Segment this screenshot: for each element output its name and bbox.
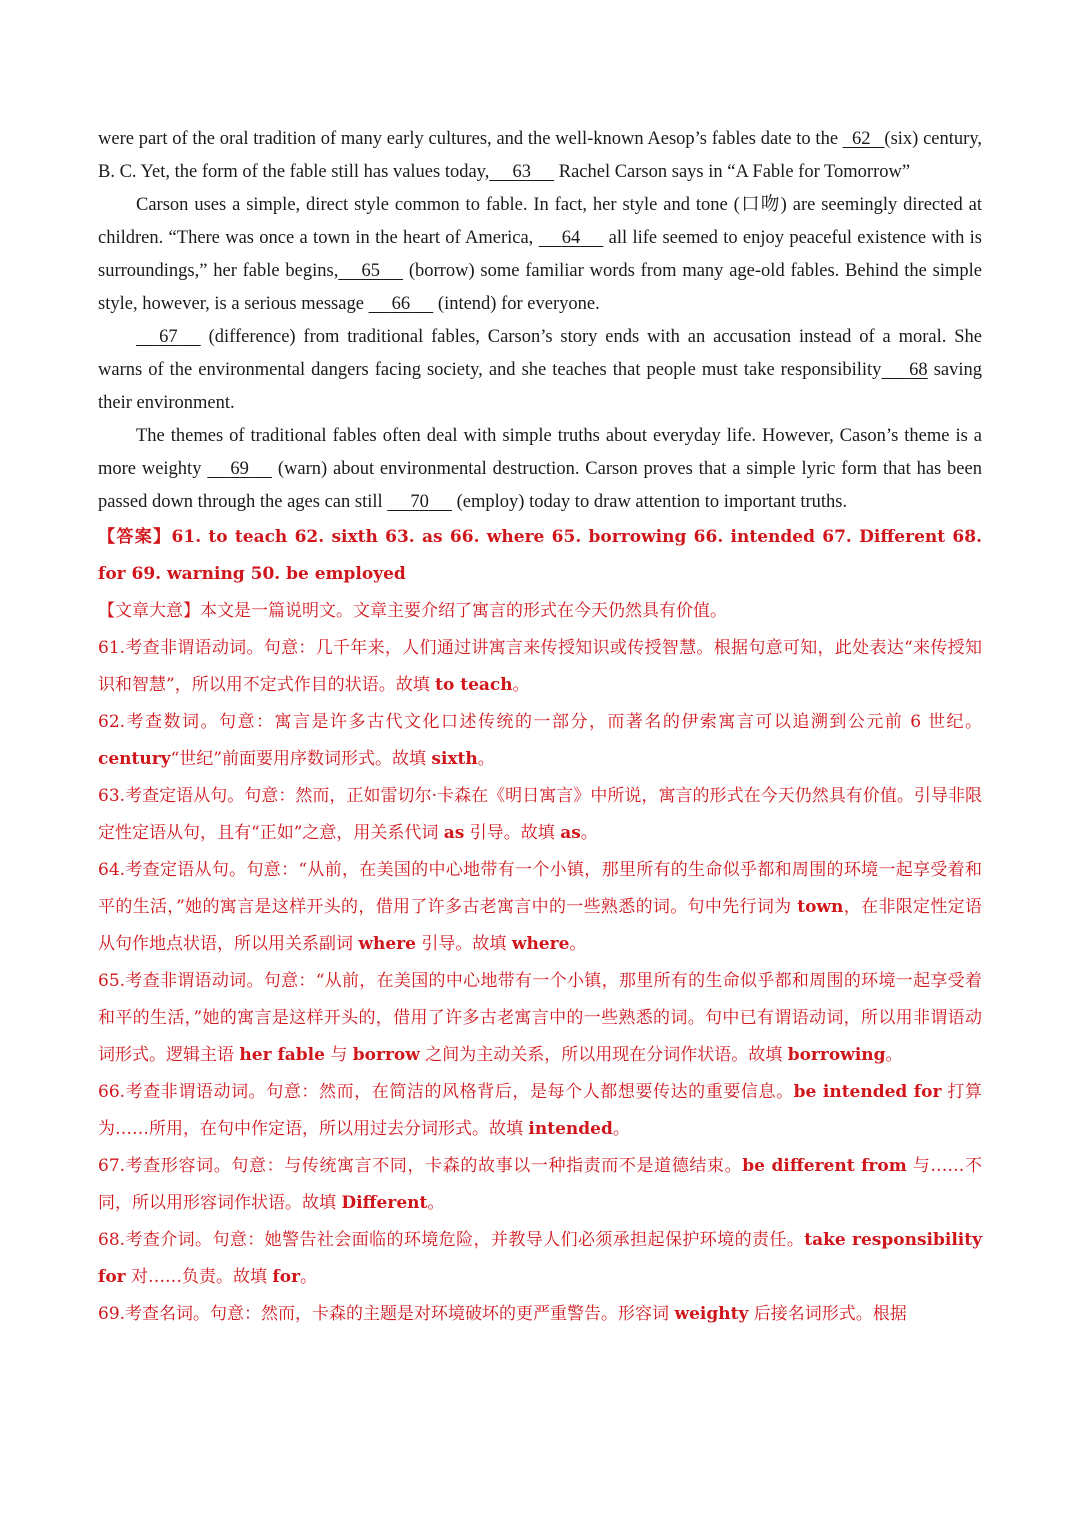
passage-text: (warn) about environmental destruction. Carson proves that a simple lyric form that has been passed down through the ages can still xyxy=(98,459,982,512)
explanation-66: 66.考查非谓语动词。句意：然而，在简洁的风格背后，是每个人都想要传达的重要信息。be intended for 打算为……所用，在句中作定语，所以用过去分词形式。故填 intended。 xyxy=(98,1082,982,1139)
passage-paragraph-3 xyxy=(98,321,982,420)
answer-key-text: 61. to teach 62. sixth 63. as 66. where 65. borrowing 66. intended 67. Different 68. for 69. warning 50. be employed xyxy=(98,527,982,584)
answer-key-label: 【答案】 xyxy=(98,527,172,547)
explanation-67: 67.考查形容词。句意：与传统寓言不同，卡森的故事以一种指责而不是道德结束。be different from 与……不同，所以用形容词作状语。故填 Different。 xyxy=(98,1156,982,1213)
passage-text: saving their environment. xyxy=(98,360,983,413)
explanation-62: 62.考查数词。句意：寓言是许多古代文化口述传统的一部分，而著名的伊索寓言可以追溯到公元前 6 世纪。century“世纪”前面要用序数词形式。故填 sixth。 xyxy=(98,712,982,769)
passage-paragraph-1 xyxy=(98,123,982,189)
passage-text: Rachel Carson says in “A Fable for Tomorrow” xyxy=(554,162,911,182)
explanation-69: 69.考查名词。句意：然而，卡森的主题是对环境破坏的更严重警告。形容词 weighty 后接名词形式。根据 xyxy=(98,1304,907,1324)
blank-70: 70 xyxy=(410,492,429,512)
passage-paragraph-2 xyxy=(98,189,982,321)
summary-text: 本文是一篇说明文。文章主要介绍了寓言的形式在今天仍然具有价值。 xyxy=(200,601,727,621)
blank-67: 67 xyxy=(159,327,178,347)
passage-text: were part of the oral tradition of many early cultures, and the well-known Aesop’s fables date to the xyxy=(98,129,843,149)
explanation-65: 65.考查非谓语动词。句意：“从前，在美国的中心地带有一个小镇，那里所有的生命似乎都和周围的环境一起享受着和平的生活，”她的寓言是这样开头的，借用了许多古老寓言中的一些熟悉的词。句中已有谓语动词，所以用非谓语动词形式。逻辑主语 her fable 与 borrow 之间为主动关系，所以用现在分词作状语。故填 borrowing。 xyxy=(98,971,982,1065)
passage-text: all life seemed to enjoy peaceful existence with is surroundings,” her fable begins, xyxy=(98,228,982,281)
explanation-68: 68.考查介词。句意：她警告社会面临的环境危险，并教导人们必须承担起保护环境的责任。take responsibility for 对……负责。故填 for。 xyxy=(98,1230,982,1287)
blank-63: 63 xyxy=(512,162,531,182)
passage-text: (borrow) some familiar words from many age-old fables. Behind the simple style, however, is a serious message xyxy=(98,261,983,314)
blank-65: 65 xyxy=(361,261,380,281)
summary xyxy=(98,593,982,630)
explanation-63: 63.考查定语从句。句意：然而，正如雷切尔·卡森在《明日寓言》中所说，寓言的形式在今天仍然具有价值。引导非限定性定语从句，且有“正如”之意，用关系代词 as 引导。故填 as。 xyxy=(98,786,982,843)
passage-text: (intend) for everyone. xyxy=(433,294,600,314)
blank-64: 64 xyxy=(561,228,581,248)
blank-62: 62 xyxy=(852,129,871,149)
passage-text: (six) century, B. C. Yet, the form of the fable still has values today, xyxy=(98,129,982,182)
passage-paragraph-4 xyxy=(98,420,982,519)
explanation-64: 64.考查定语从句。句意：“从前，在美国的中心地带有一个小镇，那里所有的生命似乎都和周围的环境一起享受着和平的生活，”她的寓言是这样开头的，借用了许多古老寓言中的一些熟悉的词。句中先行词为 town，在非限定性定语从句作地点状语，所以用关系副词 where 引导。故填 where。 xyxy=(98,860,983,954)
passage-text: Carson uses a simple, direct style common to fable. In fact, her style and tone (口吻) are seemingly directed at children. “There was once a town in the heart of America, xyxy=(98,195,982,248)
passage-text: (difference) from traditional fables, Carson’s story ends with an accusation instead of a moral. She warns of the environmental dangers facing society, and she teaches that people must take responsibility xyxy=(98,327,982,380)
passage-text: (employ) today to draw attention to important truths. xyxy=(452,492,848,512)
blank-66: 66 xyxy=(391,294,411,314)
passage-text: The themes of traditional fables often deal with simple truths about everyday life. However, Cason’s theme is a more weighty xyxy=(98,426,982,479)
explanation-61: 61.考查非谓语动词。句意：几千年来，人们通过讲寓言来传授知识或传授智慧。根据句意可知，此处表达“来传授知识和智慧”，所以用不定式作目的状语。故填 to teach。 xyxy=(98,638,982,695)
blank-69: 69 xyxy=(230,459,249,479)
answer-key xyxy=(98,519,982,593)
summary-label: 【文章大意】 xyxy=(98,601,200,621)
blank-68: 68 xyxy=(909,360,928,380)
